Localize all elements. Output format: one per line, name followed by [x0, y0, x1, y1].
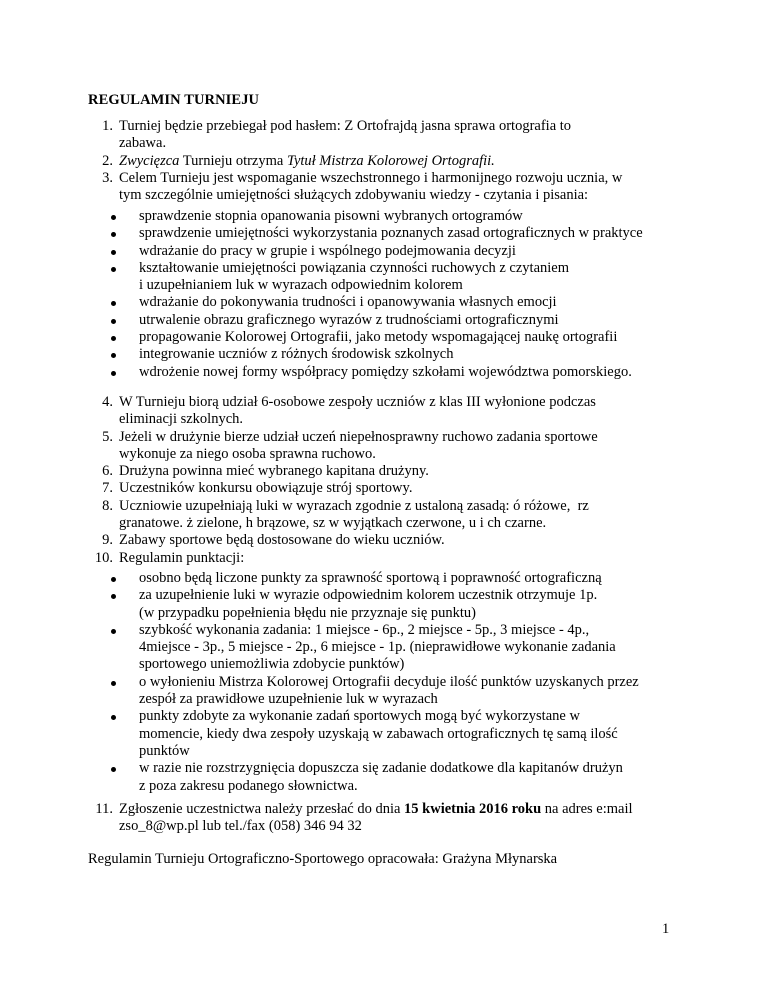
bullet-text: szybkość wykonania zadania: 1 miejsce - 6p., 2 miejsce - 5p., 3 miejsce - 4p.,: [139, 621, 590, 638]
bullet-text: sportowego uniemożliwia zdobycie punktów): [139, 656, 405, 673]
bullet-item: [108, 243, 708, 260]
rule-number: 4.: [102, 394, 113, 410]
deadline-date: 15 kwietnia 2016 roku: [404, 801, 542, 817]
bullet-dot: [111, 577, 116, 582]
bullet-dot: [111, 232, 116, 237]
page-number: 1: [662, 921, 670, 937]
rule-item-1: [88, 118, 688, 153]
bullet-text: o wyłonieniu Mistrza Kolorowej Ortografii decyduje ilość punktów uzyskanych przez: [139, 673, 639, 690]
bullet-item: [108, 294, 708, 311]
rules-list-part-3: [88, 801, 688, 836]
bullet-dot: [111, 371, 116, 376]
bullet-dot: [111, 336, 116, 341]
goals-bullet-list: [108, 208, 708, 381]
rule-text: tym szczególnie umiejętności służących zdobywaniu wiedzy - czytania i pisania:: [119, 187, 589, 204]
document-title: REGULAMIN TURNIEJU: [88, 92, 260, 108]
rule-number: 9.: [102, 532, 113, 549]
rule-text: granatowe. ż zielone, h brązowe, sz w wyjątkach czerwone, u i ch czarne.: [119, 515, 547, 532]
rule-number: 11.: [95, 801, 113, 817]
rule-item-5: [88, 429, 688, 464]
bullet-item: [108, 364, 708, 381]
bullet-text: sprawdzenie stopnia opanowania pisowni wybranych ortogramów: [139, 208, 523, 224]
bullet-dot: [111, 250, 116, 255]
bullet-item: [108, 570, 708, 587]
rule-number: 2.: [102, 152, 113, 169]
rule-item-2: [88, 153, 688, 170]
bullet-text: propagowanie Kolorowej Ortografii, jako metody wspomagającej naukę ortografii: [139, 329, 618, 346]
bullet-item: [108, 622, 708, 674]
bullet-text: kształtowanie umiejętności powiązania czynności ruchowych z czytaniem: [139, 259, 570, 276]
bullet-item: [108, 708, 708, 760]
bullet-dot: [111, 767, 116, 772]
bullet-text: i uzupełnianiem luk w wyrazach odpowiednim kolorem: [139, 277, 463, 294]
rule-text: eliminacji szkolnych.: [119, 411, 244, 428]
rule-text: W Turnieju biorą udział 6-osobowe zespoły uczniów z klas III wyłonione podczas: [119, 394, 596, 410]
rule-item-10: [88, 550, 688, 567]
rule-text-plain: Turnieju otrzyma: [179, 152, 287, 169]
bullet-text: zespół za prawidłowe uzupełnienie luk w wyrazach: [139, 691, 438, 708]
rule-item-11: [88, 801, 688, 836]
bullet-item: [108, 225, 708, 242]
bullet-text: wdrożenie nowej formy współpracy pomiędzy szkołami województwa pomorskiego.: [139, 363, 632, 380]
rule-text-italic: Zwycięzca: [119, 152, 180, 169]
bullet-dot: [111, 594, 116, 599]
bullet-dot: [111, 629, 116, 634]
rules-list-part-2: [88, 394, 688, 567]
bullet-item: [108, 260, 708, 295]
bullet-text: wdrażanie do pokonywania trudności i opanowywania własnych emocji: [139, 294, 557, 311]
rule-item-8: [88, 498, 688, 533]
bullet-dot: [111, 715, 116, 720]
bullet-dot: [111, 301, 116, 306]
rule-text: wykonuje za niego osoba sprawna ruchowo.: [119, 445, 376, 462]
rule-number: 8.: [102, 497, 113, 514]
rule-text: [119, 153, 688, 170]
contact-info: zso_8@wp.pl lub tel./fax (058) 346 94 32: [119, 818, 362, 835]
rule-item-4: [88, 394, 688, 429]
bullet-text: utrwalenie obrazu graficznego wyrazów z trudnościami ortograficznymi: [139, 311, 559, 328]
rule-number: 10.: [94, 549, 113, 566]
bullet-text: z poza zakresu podanego słownictwa.: [139, 777, 358, 794]
rule-text: Drużyna powinna mieć wybranego kapitana drużyny.: [119, 463, 429, 480]
rules-list-part-1: [88, 118, 688, 204]
rule-text: zabawa.: [119, 135, 167, 152]
rule-number: 7.: [102, 480, 113, 497]
bullet-text: punkty zdobyte za wykonanie zadań sportowych mogą być wykorzystane w: [139, 708, 580, 725]
rule-text: Jeżeli w drużynie bierze udział uczeń niepełnosprawny ruchowo zadania sportowe: [119, 428, 598, 445]
rule-text-plain: na adres e:mail: [541, 801, 633, 817]
bullet-item: [108, 312, 708, 329]
bullet-text: sprawdzenie umiejętności wykorzystania poznanych zasad ortograficznych w praktyce: [139, 225, 643, 242]
rule-text: Uczestników konkursu obowiązuje strój sportowy.: [119, 480, 413, 497]
bullet-text: integrowanie uczniów z różnych środowisk szkolnych: [139, 346, 454, 363]
rule-item-3: [88, 170, 688, 205]
rule-number: 3.: [102, 169, 113, 186]
rule-item-7: [88, 480, 688, 497]
rule-number: 6.: [102, 463, 113, 480]
bullet-text: w razie nie rozstrzygnięcia dopuszcza się zadanie dodatkowe dla kapitanów drużyn: [139, 760, 623, 777]
rule-item-9: [88, 532, 688, 549]
bullet-text: punktów: [139, 742, 190, 759]
bullet-item: [108, 346, 708, 363]
bullet-item: [108, 674, 708, 709]
bullet-text: 4miejsce - 3p., 5 miejsce - 2p., 6 miejsce - 1p. (nieprawidłowe wykonanie zadania: [139, 639, 616, 656]
bullet-item: [108, 208, 708, 225]
bullet-dot: [111, 681, 116, 686]
bullet-item: [108, 329, 708, 346]
bullet-dot: [111, 267, 116, 272]
rule-number: 1.: [102, 118, 113, 134]
rule-text-italic: Tytuł Mistrza Kolorowej Ortografii.: [286, 152, 495, 169]
bullet-text: osobno będą liczone punkty za sprawność sportową i poprawność ortograficzną: [139, 570, 602, 586]
bullet-item: [108, 760, 708, 795]
rule-text: Zabawy sportowe będą dostosowane do wieku uczniów.: [119, 532, 445, 549]
bullet-text: (w przypadku popełnienia błędu nie przyznaje się punktu): [139, 604, 477, 621]
rule-text: Uczniowie uzupełniają luki w wyrazach zgodnie z ustaloną zasadą: ó różowe, rz: [119, 497, 589, 514]
bullet-item: [108, 587, 708, 622]
rule-text: [119, 801, 688, 818]
bullet-text: za uzupełnienie luki w wyrazie odpowiednim kolorem uczestnik otrzymuje 1p.: [139, 587, 598, 604]
rule-text: Regulamin punktacji:: [119, 549, 245, 566]
scoring-bullet-list: [108, 570, 708, 795]
bullet-text: wdrażanie do pracy w grupie i wspólnego podejmowania decyzji: [139, 242, 516, 259]
rule-text-plain: Zgłoszenie uczestnictwa należy przesłać do dnia: [119, 801, 405, 817]
bullet-text: momencie, kiedy dwa zespoły uzyskają w zabawach ortograficznych tę samą ilość: [139, 725, 618, 742]
author-note: Regulamin Turnieju Ortograficzno-Sportowego opracowała: Grażyna Młynarska: [88, 851, 558, 867]
rule-text: Turniej będzie przebiegał pod hasłem: Z Ortofrajdą jasna sprawa ortografia to: [119, 118, 572, 134]
bullet-dot: [111, 215, 116, 220]
bullet-dot: [111, 319, 116, 324]
bullet-dot: [111, 353, 116, 358]
rule-number: 5.: [102, 428, 113, 445]
rule-item-6: [88, 463, 688, 480]
rule-text: Celem Turnieju jest wspomaganie wszechstronnego i harmonijnego rozwoju ucznia, w: [119, 169, 623, 186]
